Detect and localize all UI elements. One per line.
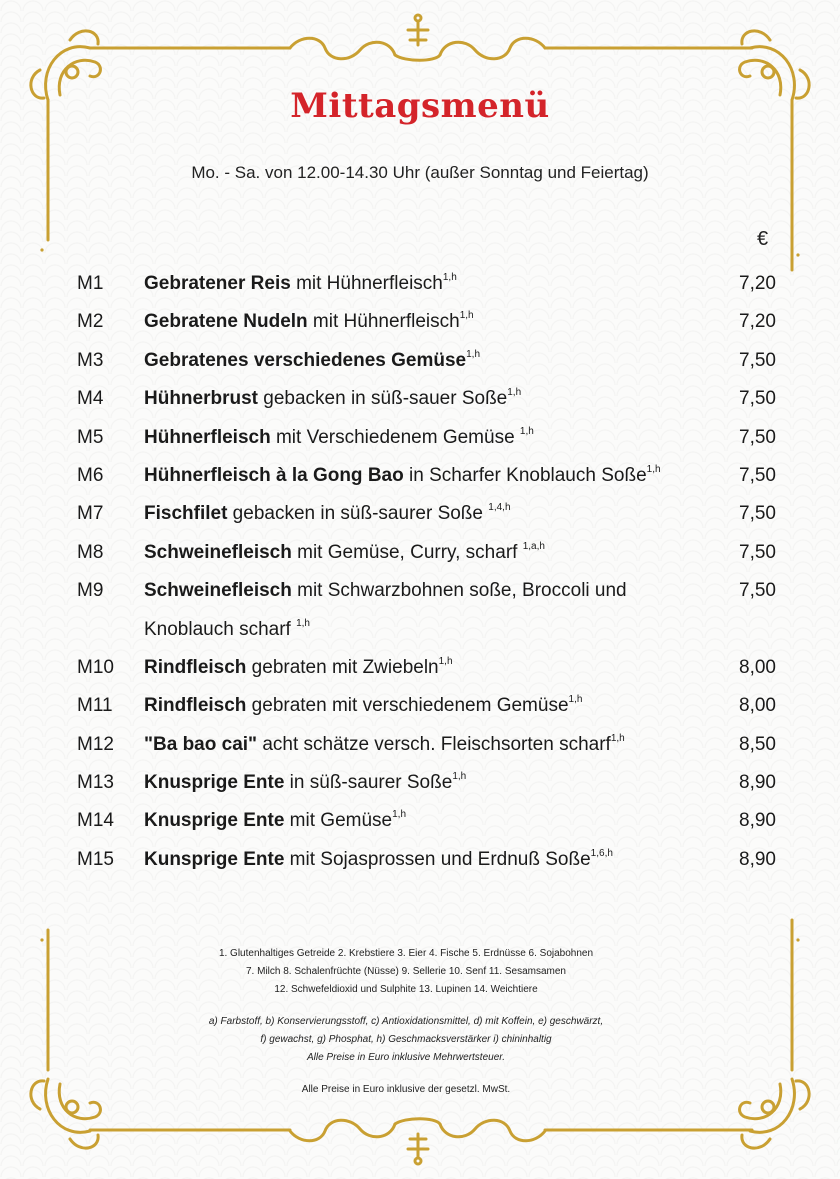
item-allergens: 1,h <box>466 348 481 360</box>
item-text: mit Gemüse <box>284 810 393 832</box>
item-description <box>144 342 729 380</box>
additive-legend-line: a) Farbstoff, b) Konservierungsstoff, c) Antioxidationsmittel, d) mit Koffein, e) geschwärzt, <box>208 1016 604 1027</box>
item-description <box>144 572 714 649</box>
item-description <box>144 687 729 725</box>
item-price: 8,00 <box>739 656 776 678</box>
item-allergens: 1,h <box>442 272 457 283</box>
item-name: "Ba bao cai" <box>144 733 258 755</box>
allergen-legend-line: 7. Milch 8. Schalenfrüchte (Nüsse) 9. Sellerie 10. Senf 11. Sesamsamen <box>246 966 566 977</box>
item-name: Gebratener Reis <box>144 273 291 294</box>
item-text: mit Hühnerfleisch <box>307 311 460 333</box>
item-code: M1 <box>77 273 104 294</box>
item-text: mit Hühnerfleisch <box>290 273 443 294</box>
item-allergens: 1,4,h <box>488 502 511 514</box>
item-code: M11 <box>77 695 113 717</box>
menu-item <box>0 726 840 764</box>
item-allergens: 1,h <box>507 387 522 399</box>
item-allergens: 1,h <box>392 809 407 821</box>
item-text: acht schätze versch. Fleischsorten scharf <box>257 733 611 755</box>
item-name: Hühnerfleisch à la Gong Bao <box>144 464 404 486</box>
item-allergens: 1,h <box>610 732 625 744</box>
item-description <box>144 419 729 457</box>
item-code: M10 <box>77 656 114 678</box>
item-name: Gebratene Nudeln <box>144 311 308 333</box>
item-price: 7,50 <box>739 580 776 602</box>
item-text: mit Schwarzbohnen soße, Broccoli und Knoblauch scharf <box>144 580 627 640</box>
item-price: 7,50 <box>739 388 776 410</box>
menu-item <box>0 303 840 341</box>
item-text: in süß-saurer Soße <box>284 772 453 794</box>
item-description <box>144 457 729 495</box>
menu-item <box>0 380 840 418</box>
tax-note: Alle Preise in Euro inklusive der gesetzl. MwSt. <box>301 1084 511 1095</box>
item-code: M5 <box>77 426 104 448</box>
menu-item <box>0 457 840 495</box>
item-name: Hühnerfleisch <box>144 426 271 448</box>
item-name: Knusprige Ente <box>144 810 285 832</box>
item-allergens: 1,h <box>438 655 453 667</box>
item-text: mit Sojasprossen und Erdnuß Soße <box>284 848 591 870</box>
item-text: mit Verschiedenem Gemüse <box>270 426 520 448</box>
item-price: 8,00 <box>739 695 776 717</box>
item-code: M14 <box>77 810 114 832</box>
menu-list <box>0 265 840 879</box>
item-allergens: 1,a,h <box>522 540 545 552</box>
menu-item <box>0 342 840 380</box>
item-allergens: 1,h <box>519 425 534 437</box>
item-price: 8,90 <box>739 848 776 870</box>
item-price: 7,50 <box>739 426 776 448</box>
item-price: 7,50 <box>739 349 776 371</box>
item-description <box>144 534 729 572</box>
item-name: Fischfilet <box>144 503 228 525</box>
item-allergens: 1,6,h <box>590 847 613 859</box>
item-name: Rindfleisch <box>144 656 247 678</box>
item-text: in Scharfer Knoblauch Soße <box>403 464 647 486</box>
item-name: Knusprige Ente <box>144 772 285 794</box>
menu-item <box>0 802 840 840</box>
item-code: M7 <box>77 503 104 525</box>
item-text: gebraten mit Zwiebeln <box>246 656 439 678</box>
menu-item <box>0 572 840 649</box>
item-description <box>144 303 729 341</box>
item-code: M12 <box>77 733 114 755</box>
item-code: M8 <box>77 541 104 563</box>
item-text: gebraten mit verschiedenem Gemüse <box>246 695 569 717</box>
item-description <box>144 841 729 879</box>
item-description <box>144 802 729 840</box>
item-price: 7,20 <box>739 311 776 333</box>
allergen-legend-line: 12. Schwefeldioxid und Sulphite 13. Lupinen 14. Weichtiere <box>274 984 538 995</box>
item-name: Schweinefleisch <box>144 580 292 602</box>
menu-item <box>0 687 840 725</box>
item-description <box>144 380 729 418</box>
item-price: 7,50 <box>739 503 776 525</box>
item-code: M6 <box>77 464 104 486</box>
opening-hours: Mo. - Sa. von 12.00-14.30 Uhr (außer Sonntag und Feiertag) <box>191 163 649 182</box>
item-price: 7,50 <box>739 464 776 486</box>
item-code: M4 <box>77 388 104 410</box>
page-title: Mittagsmenü <box>290 86 550 126</box>
item-code: M15 <box>77 848 114 870</box>
item-name: Schweinefleisch <box>144 541 292 563</box>
item-allergens: 1,h <box>296 617 310 629</box>
item-description <box>144 764 729 802</box>
item-code: M9 <box>77 580 104 602</box>
item-code: M2 <box>77 311 104 333</box>
menu-item <box>0 649 840 687</box>
item-code: M13 <box>77 772 114 794</box>
currency-symbol: € <box>757 228 769 250</box>
item-code: M3 <box>77 349 104 371</box>
item-price: 8,90 <box>739 772 776 794</box>
item-name: Gebratenes verschiedenes Gemüse <box>144 349 467 371</box>
item-allergens: 1,h <box>568 694 583 706</box>
additive-legend-line: f) gewachst, g) Phosphat, h) Geschmacksverstärker i) chininhaltig <box>260 1034 552 1045</box>
menu-item <box>0 419 840 457</box>
item-allergens: 1,h <box>452 771 467 783</box>
item-description <box>144 726 729 764</box>
bottom-center-ornament <box>290 1119 545 1164</box>
item-name: Hühnerbrust <box>144 388 258 410</box>
item-name: Kunsprige Ente <box>144 848 285 870</box>
item-allergens: 1,h <box>646 463 661 475</box>
item-text: gebacken in süß-sauer Soße <box>258 388 508 410</box>
item-description <box>144 649 729 687</box>
menu-item <box>0 265 840 303</box>
item-price: 7,50 <box>739 541 776 563</box>
tax-note-italic: Alle Preise in Euro inklusive Mehrwertsteuer. <box>306 1052 506 1063</box>
item-text: gebacken in süß-saurer Soße <box>227 503 489 525</box>
item-text: mit Gemüse, Curry, scharf <box>291 541 523 563</box>
item-description <box>144 495 729 533</box>
item-allergens: 1,h <box>459 310 474 322</box>
menu-item <box>0 495 840 533</box>
allergen-legend-line: 1. Glutenhaltiges Getreide 2. Krebstiere 3. Eier 4. Fische 5. Erdnüsse 6. Sojabohnen <box>218 948 594 959</box>
item-price: 8,90 <box>739 810 776 832</box>
menu-item <box>0 764 840 802</box>
item-name: Rindfleisch <box>144 695 247 717</box>
top-center-ornament <box>290 15 545 60</box>
menu-item <box>0 841 840 879</box>
item-description <box>144 265 729 303</box>
item-price: 8,50 <box>739 733 776 755</box>
item-price: 7,20 <box>739 273 776 294</box>
footnotes <box>0 945 812 1099</box>
menu-item <box>0 534 840 572</box>
